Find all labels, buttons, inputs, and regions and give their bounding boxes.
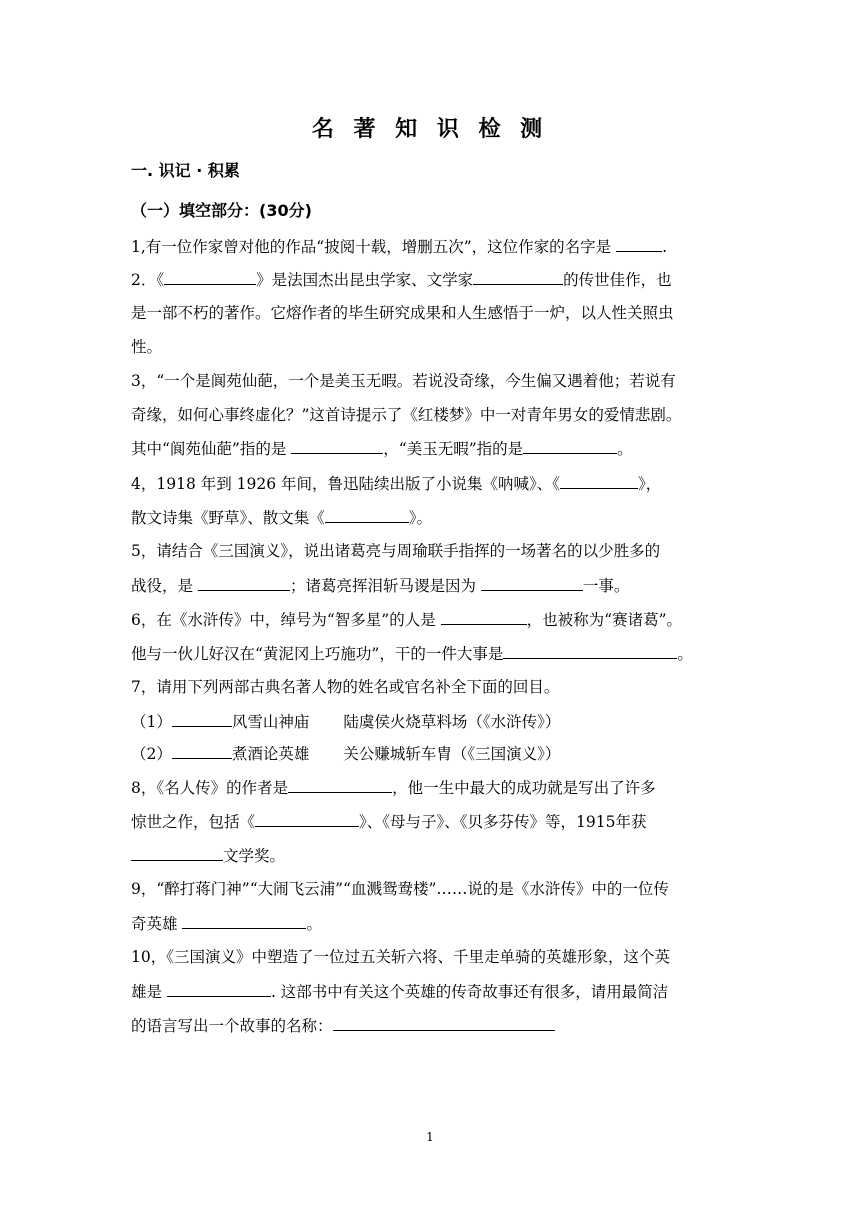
answer-blank[interactable]	[441, 608, 527, 625]
answer-blank[interactable]	[288, 776, 392, 793]
answer-blank[interactable]	[167, 980, 271, 997]
question-8-line: 惊世之作，包括《 》、《母与子》、《贝多芬传》等，1915年获	[131, 810, 731, 833]
question-5: 5，请结合《三国演义》，说出诸葛亮与周瑜联手指挥的一场著名的以少胜多的	[131, 542, 661, 560]
section-subheading: （一）填空部分：(30分)	[131, 201, 312, 220]
answer-blank[interactable]	[172, 710, 232, 727]
answer-blank[interactable]	[291, 437, 383, 454]
answer-blank[interactable]	[325, 506, 409, 523]
question-3: 3，“一个是阆苑仙葩，一个是美玉无暇。若说没奇缘，今生偏又遇着他；若说有	[131, 372, 676, 390]
answer-blank[interactable]	[164, 268, 256, 285]
question-4: 4，1918 年到 1926 年间，鲁迅陆续出版了小说集《呐喊》、《 》，	[131, 472, 731, 495]
question-3-line: 奇缘，如何心事终虚化？”这首诗提示了《红楼梦》中一对青年男女的爱情悲剧。	[131, 406, 682, 424]
answer-blank[interactable]	[523, 437, 617, 454]
question-8-line: 文学奖。	[131, 844, 731, 867]
question-7-item-2: （2） 煮酒论英雄 关公赚城斩车胄（《三国演义》）	[131, 742, 731, 765]
answer-blank[interactable]	[182, 912, 306, 929]
answer-blank[interactable]	[131, 844, 223, 861]
question-9: 9，“醉打蒋门神”“大闹飞云浦”“血溅鸳鸯楼”……说的是《水浒传》中的一位传	[131, 880, 669, 898]
answer-blank[interactable]	[616, 235, 662, 252]
question-2-line: 是一部不朽的著作。它熔作者的毕生研究成果和人生感悟于一炉，以人性关照虫	[131, 304, 674, 322]
question-10-line: 的语言写出一个故事的名称：	[131, 1014, 731, 1037]
question-7: 7，请用下列两部古典名著人物的姓名或官名补全下面的回目。	[131, 678, 560, 696]
answer-blank[interactable]	[255, 810, 359, 827]
question-10: 10，《三国演义》中塑造了一位过五关斩六将、千里走单骑的英雄形象，这个英	[131, 948, 670, 966]
answer-blank[interactable]	[560, 472, 638, 489]
question-8: 8，《名人传》的作者是 ，他一生中最大的成功就是写出了许多	[131, 776, 731, 799]
question-3-line: 其中“阆苑仙葩”指的是 ，“美玉无暇”指的是 。	[131, 437, 731, 460]
answer-blank[interactable]	[481, 574, 583, 591]
section-heading: 一. 识记 · 积累	[131, 161, 240, 180]
question-5-line: 战役，是 ；诸葛亮挥泪斩马谡是因为 一事。	[131, 574, 731, 597]
answer-blank[interactable]	[198, 574, 290, 591]
answer-blank[interactable]	[172, 742, 232, 759]
question-6: 6，在《水浒传》中，绰号为“智多星”的人是 ，也被称为“赛诸葛”。	[131, 608, 731, 631]
question-2: 2．《 》是法国杰出昆虫学家、文学家 的传世佳作，也	[131, 268, 731, 291]
question-1: 1,有一位作家曾对他的作品“披阅十载，增删五次”，这位作家的名字是 .	[131, 235, 731, 258]
answer-blank[interactable]	[503, 642, 677, 659]
answer-blank[interactable]	[473, 268, 563, 285]
question-7-item-1: （1） 风雪山神庙 陆虞侯火烧草料场（《水浒传》）	[131, 710, 731, 733]
answer-blank[interactable]	[333, 1014, 555, 1031]
page-title: 名 著 知 识 检 测	[311, 117, 549, 142]
question-9-line: 奇英雄 。	[131, 912, 731, 935]
question-10-line: 雄是 . 这部书中有关这个英雄的传奇故事还有很多，请用最简洁	[131, 980, 731, 1003]
question-2-line: 性。	[131, 338, 163, 356]
question-6-line: 他与一伙儿好汉在“黄泥冈上巧施功”，干的一件大事是 。	[131, 642, 731, 665]
question-4-line: 散文诗集《野草》、散文集《 》。	[131, 506, 731, 529]
page-number: 1	[426, 1130, 434, 1144]
